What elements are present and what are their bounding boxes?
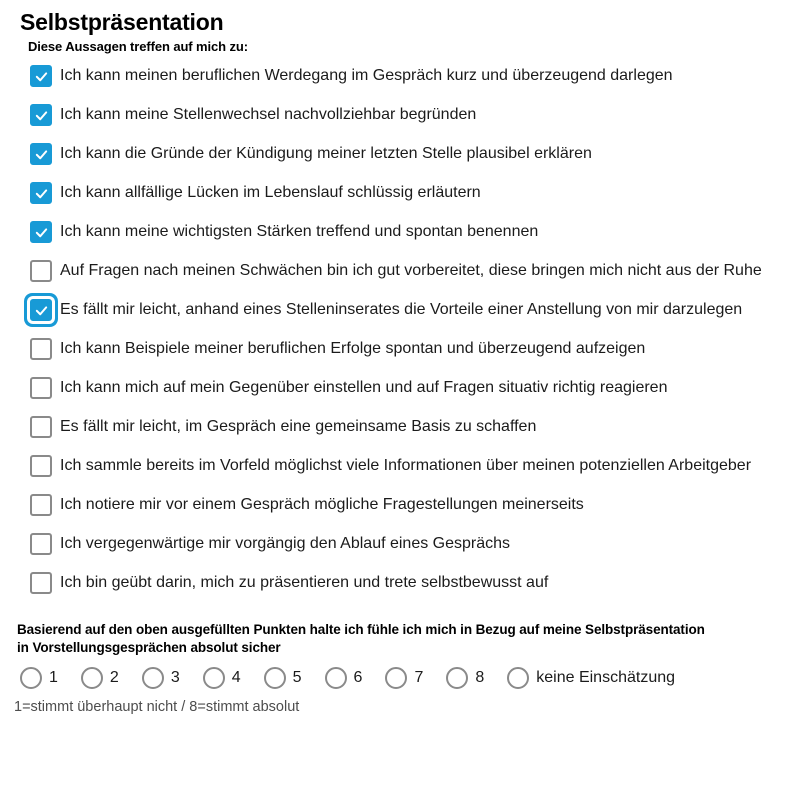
radio-circle[interactable] xyxy=(20,667,42,689)
checkbox[interactable] xyxy=(30,572,52,594)
checkbox[interactable] xyxy=(30,65,52,87)
checkbox-label: Ich kann meine Stellenwechsel nachvollziehbar begründen xyxy=(60,106,477,123)
rating-radio-option[interactable] xyxy=(446,667,484,689)
checklist-item xyxy=(30,296,771,324)
checklist-item xyxy=(30,569,771,597)
checkmark-icon xyxy=(34,69,49,84)
checklist-item xyxy=(30,257,771,285)
checkbox[interactable] xyxy=(30,260,52,282)
checkbox-label: Es fällt mir leicht, anhand eines Stelleninserates die Vorteile einer Anstellung von mir darzulegen xyxy=(60,301,743,318)
rating-radio-option[interactable] xyxy=(507,667,675,689)
radio-circle[interactable] xyxy=(507,667,529,689)
checkbox-label: Ich kann mich auf mein Gegenüber einstellen und auf Fragen situativ richtig reagieren xyxy=(60,379,668,396)
checklist-item xyxy=(30,491,771,519)
checklist-item xyxy=(30,179,771,207)
checkbox[interactable] xyxy=(30,338,52,360)
rating-radio-option[interactable] xyxy=(81,667,119,689)
checkbox-label: Es fällt mir leicht, im Gespräch eine gemeinsame Basis zu schaffen xyxy=(60,418,537,435)
radio-option-label: 2 xyxy=(109,669,119,686)
radio-circle[interactable] xyxy=(264,667,286,689)
checkmark-icon xyxy=(34,303,49,318)
radio-option-label: 4 xyxy=(231,669,241,686)
radio-option-label: keine Einschätzung xyxy=(536,669,676,686)
rating-question: Basierend auf den oben ausgefüllten Punkten halte ich fühle ich mich in Bezug auf meine Selbstpräsentation in Vorstellungsgesprächen absolut sicher xyxy=(17,622,705,655)
rating-radio-option[interactable] xyxy=(325,667,363,689)
checkbox[interactable] xyxy=(30,182,52,204)
checkbox-label: Ich kann allfällige Lücken im Lebenslauf schlüssig erläutern xyxy=(60,184,481,201)
radio-circle[interactable] xyxy=(385,667,407,689)
radio-circle[interactable] xyxy=(203,667,225,689)
radio-circle[interactable] xyxy=(142,667,164,689)
checkbox[interactable] xyxy=(30,221,52,243)
checkbox-label: Ich bin geübt darin, mich zu präsentieren und trete selbstbewusst auf xyxy=(60,574,549,591)
rating-radio-option[interactable] xyxy=(264,667,302,689)
checklist-section-label: Diese Aussagen treffen auf mich zu: xyxy=(28,39,248,54)
checkbox[interactable] xyxy=(30,494,52,516)
checkbox-label: Auf Fragen nach meinen Schwächen bin ich gut vorbereitet, diese bringen mich nicht aus der Ruhe xyxy=(60,262,762,279)
radio-circle[interactable] xyxy=(446,667,468,689)
checkbox-label: Ich kann die Gründe der Kündigung meiner letzten Stelle plausibel erklären xyxy=(60,145,592,162)
checklist-item xyxy=(30,452,771,480)
checkbox-label: Ich notiere mir vor einem Gespräch mögliche Fragestellungen meinerseits xyxy=(60,496,584,513)
checkbox-label: Ich kann Beispiele meiner beruflichen Erfolge spontan und überzeugend aufzeigen xyxy=(60,340,646,357)
rating-scale-legend: 1=stimmt überhaupt nicht / 8=stimmt absolut xyxy=(14,699,300,715)
rating-radio-group xyxy=(20,667,771,689)
checkbox[interactable] xyxy=(30,104,52,126)
radio-circle[interactable] xyxy=(325,667,347,689)
rating-radio-option[interactable] xyxy=(20,667,58,689)
checkbox[interactable] xyxy=(30,533,52,555)
checklist-item xyxy=(30,62,771,90)
checkmark-icon xyxy=(34,186,49,201)
checklist-item xyxy=(30,530,771,558)
checkbox[interactable] xyxy=(30,416,52,438)
checklist-item xyxy=(30,140,771,168)
checklist xyxy=(30,62,771,597)
checkbox[interactable] xyxy=(30,143,52,165)
checkbox-label: Ich sammle bereits im Vorfeld möglichst viele Informationen über meinen potenziellen Arbeitgeber xyxy=(60,457,752,474)
rating-radio-option[interactable] xyxy=(142,667,180,689)
rating-radio-option[interactable] xyxy=(385,667,423,689)
radio-option-label: 8 xyxy=(475,669,485,686)
radio-option-label: 1 xyxy=(49,669,58,686)
checkbox[interactable] xyxy=(30,455,52,477)
checkbox-label: Ich kann meinen beruflichen Werdegang im Gespräch kurz und überzeugend darlegen xyxy=(60,67,673,84)
radio-circle[interactable] xyxy=(81,667,103,689)
checklist-item xyxy=(30,101,771,129)
checklist-item xyxy=(30,218,771,246)
checklist-item xyxy=(30,413,771,441)
checkbox-label: Ich kann meine wichtigsten Stärken treffend und spontan benennen xyxy=(60,223,539,240)
radio-option-label: 5 xyxy=(292,669,302,686)
checkbox[interactable] xyxy=(30,377,52,399)
radio-option-label: 7 xyxy=(414,669,424,686)
checklist-item xyxy=(30,374,771,402)
checkbox-label: Ich vergegenwärtige mir vorgängig den Ablauf eines Gesprächs xyxy=(60,535,511,552)
radio-option-label: 3 xyxy=(170,669,180,686)
radio-option-label: 6 xyxy=(353,669,363,686)
checkmark-icon xyxy=(34,108,49,123)
checklist-item xyxy=(30,335,771,363)
page-title: Selbstpräsentation xyxy=(20,9,224,35)
checkmark-icon xyxy=(34,147,49,162)
rating-radio-option[interactable] xyxy=(203,667,241,689)
checkmark-icon xyxy=(34,225,49,240)
checkbox[interactable] xyxy=(30,299,52,321)
